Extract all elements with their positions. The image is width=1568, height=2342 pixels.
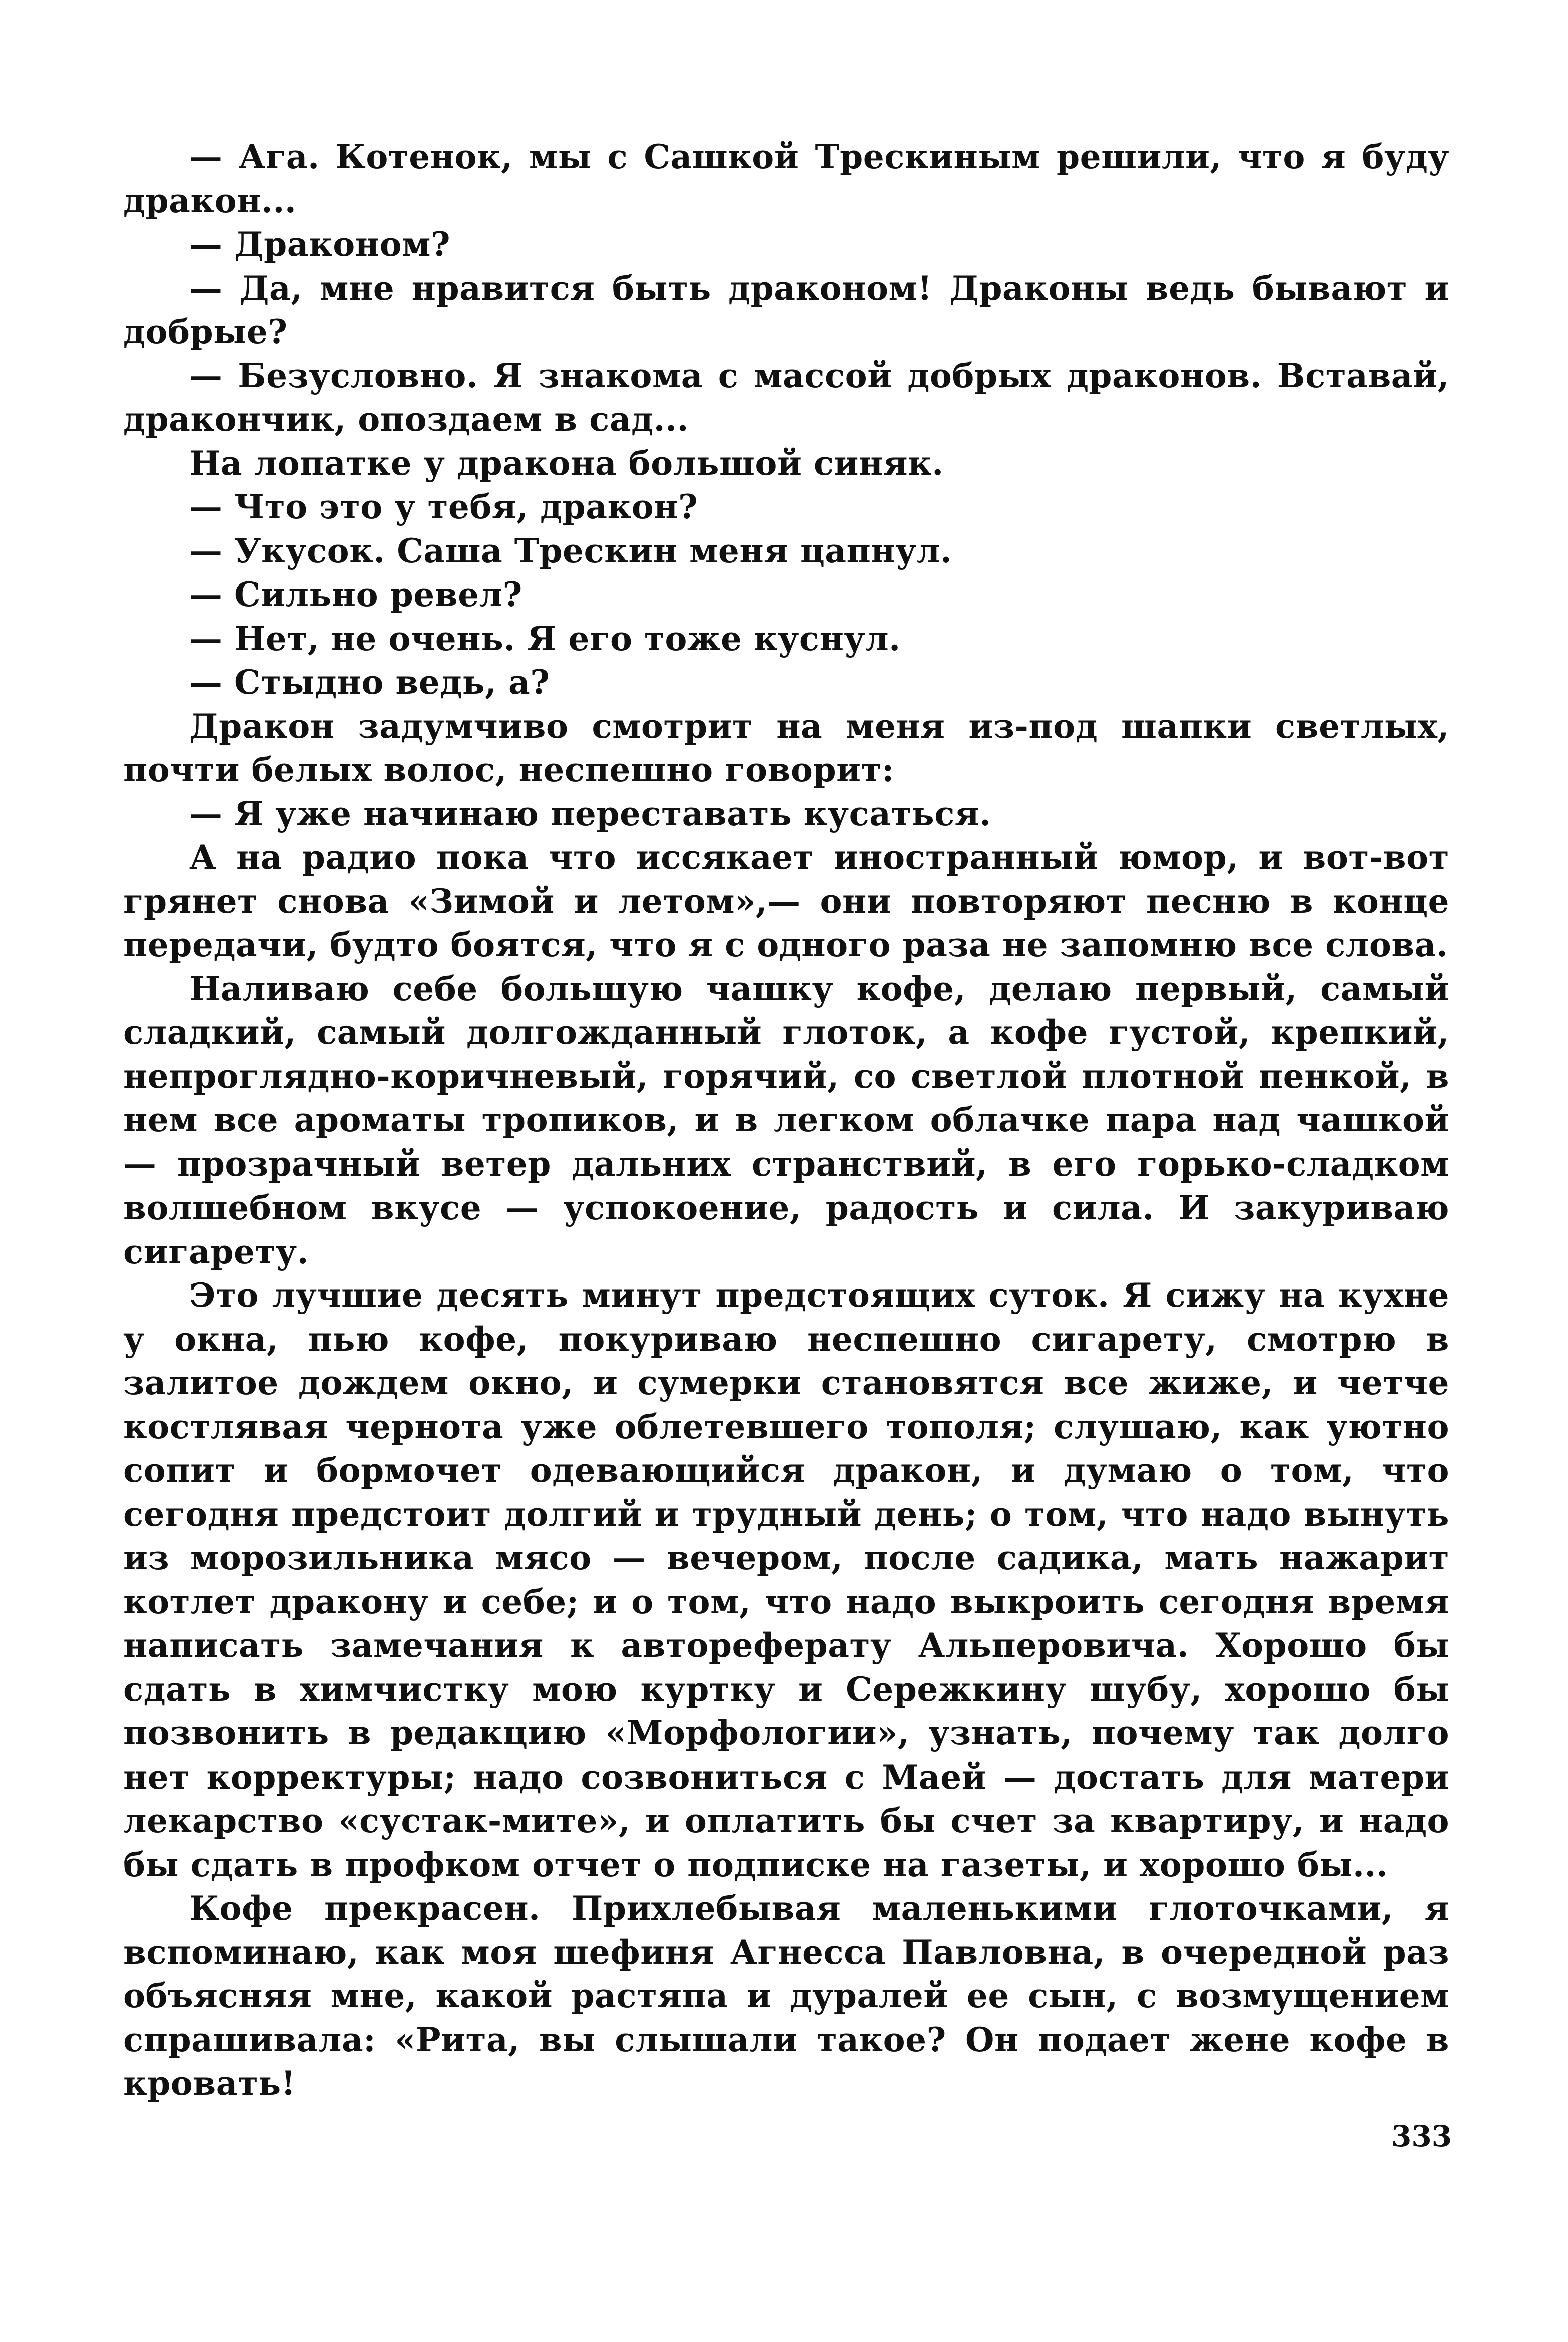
paragraph: Кофе прекрасен. Прихлебывая маленькими глоточками, я вспоминаю, как моя шефиня Агнесса Павловна, в очередной раз объясняя мне, какой растяпа и дуралей ее сын, с возмущением спрашивала: «Рита, вы слышали такое? Он подает жене кофе в кровать!	[123, 1889, 1449, 2103]
paragraph: — Драконом?	[189, 225, 451, 264]
page-text	[123, 135, 1449, 2106]
paragraph: — Стыдно ведь, а?	[189, 663, 550, 702]
paragraph: Наливаю себе большую чашку кофе, делаю первый, самый сладкий, самый долгожданный глоток, а кофе густой, крепкий, непроглядно-коричневый, горячий, со светлой плотной пенкой, в нем все ароматы тропиков, и в легком облачке пара над чашкой — прозрачный ветер дальних странствий, в его горько-сладком волшебном вкусе — успокоение, радость и сила. И закуриваю сигарету.	[123, 969, 1449, 1271]
paragraph: На лопатке у дракона большой синяк.	[189, 443, 944, 483]
paragraph: А на радио пока что иссякает иностранный юмор, и вот-вот грянет снова «Зимой и летом»,— они повторяют песню в конце передачи, будто боятся, что я с одного раза не запомню все слова.	[123, 838, 1449, 964]
paragraph: — Укусок. Саша Трескин меня цапнул.	[189, 531, 952, 570]
paragraph: — Безусловно. Я знакома с массой добрых драконов. Вставай, дракончик, опоздаем в сад...	[123, 356, 1449, 439]
paragraph: — Ага. Котенок, мы с Сашкой Трескиным решили, что я буду дракон...	[123, 137, 1449, 220]
paragraph: — Я уже начинаю переставать кусаться.	[189, 794, 991, 833]
paragraph: — Да, мне нравится быть драконом! Драконы ведь бывают и добрые?	[123, 268, 1449, 351]
paragraph: Дракон задумчиво смотрит на меня из-под шапки светлых, почти белых волос, неспешно говорит:	[123, 706, 1449, 789]
paragraph: — Что это у тебя, дракон?	[189, 487, 698, 526]
paragraph: — Сильно ревел?	[189, 575, 522, 614]
paragraph: — Нет, не очень. Я его тоже куснул.	[189, 619, 901, 658]
page-number: 333	[1391, 2119, 1452, 2153]
paragraph: Это лучшие десять минут предстоящих суток. Я сижу на кухне у окна, пью кофе, покуриваю неспешно сигарету, смотрю в залитое дождем окно, и сумерки становятся все жиже, и четче костлявая чернота уже облетевшего тополя; слушаю, как уютно сопит и бормочет одевающийся дракон, и думаю о том, что сегодня предстоит долгий и трудный день; о том, что надо вынуть из морозильника мясо — вечером, после садика, мать нажарит котлет дракону и себе; и о том, что надо выкроить сегодня время написать замечания к автореферату Альперовича. Хорошо бы сдать в химчистку мою куртку и Сережкину шубу, хорошо бы позвонить в редакцию «Морфологии», узнать, почему так долго нет корректуры; надо созвониться с Маей — достать для матери лекарство «сустак-мите», и оплатить бы счет за квартиру, и надо бы сдать в профком отчет о подписке на газеты, и хорошо бы...	[123, 1276, 1449, 1884]
